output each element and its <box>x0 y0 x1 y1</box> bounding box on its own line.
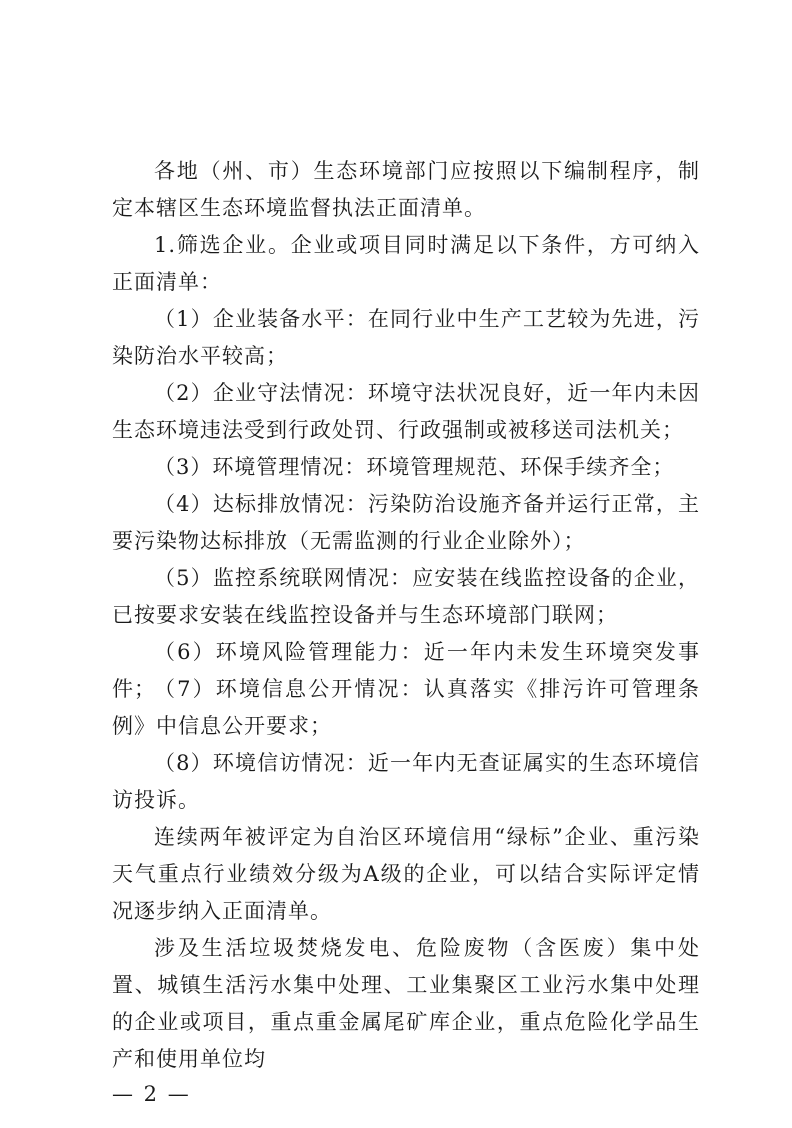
paragraph-condition-3: （3）环境管理情况：环境管理规范、环保手续齐全； <box>154 455 675 479</box>
paragraph-condition-5: （5）监控系统联网情况：应安装在线监控设备的企业，已按要求安装在线监控设备并与生态环境部门联网； <box>112 566 700 627</box>
paragraph-condition-4: （4）达标排放情况：污染防治设施齐备并运行正常，主要污染物达标排放（无需监测的行业企业除外）； <box>112 492 700 553</box>
paragraph-green-label: 连续两年被评定为自治区环境信用“绿标”企业、重污染天气重点行业绩效分级为A级的企业，可以结合实际评定情况逐步纳入正面清单。 <box>112 825 700 923</box>
paragraph-condition-2: （2）企业守法情况：环境守法状况良好，近一年内未因生态环境违法受到行政处罚、行政强制或被移送司法机关； <box>112 381 700 442</box>
paragraph-condition-7: （7）环境信息公开情况：认真落实《排污许可管理条例》中信息公开要求； <box>112 677 700 738</box>
paragraph-condition-8: （8）环境信访情况：近一年内无查证属实的生态环境信访投诉。 <box>112 751 700 812</box>
page-number: — 2 — <box>112 1082 191 1106</box>
paragraph-key-enterprises: 涉及生活垃圾焚烧发电、危险废物（含医废）集中处置、城镇生活污水集中处理、工业集聚区工业污水集中处理的企业或项目，重点重金属尾矿库企业，重点危险化学品生产和使用单位均 <box>112 936 700 1071</box>
paragraph-condition-1: （1）企业装备水平：在同行业中生产工艺较为先进，污染防治水平较高； <box>112 307 700 368</box>
paragraph-step-1: 1.筛选企业。企业或项目同时满足以下条件，方可纳入正面清单： <box>112 233 700 294</box>
paragraph-condition-6: （6）环境风险管理能力：近一年内未发生环境突发事件； <box>112 640 700 701</box>
paragraph-intro: 各地（州、市）生态环境部门应按照以下编制程序，制定本辖区生态环境监督执法正面清单。 <box>112 159 700 220</box>
